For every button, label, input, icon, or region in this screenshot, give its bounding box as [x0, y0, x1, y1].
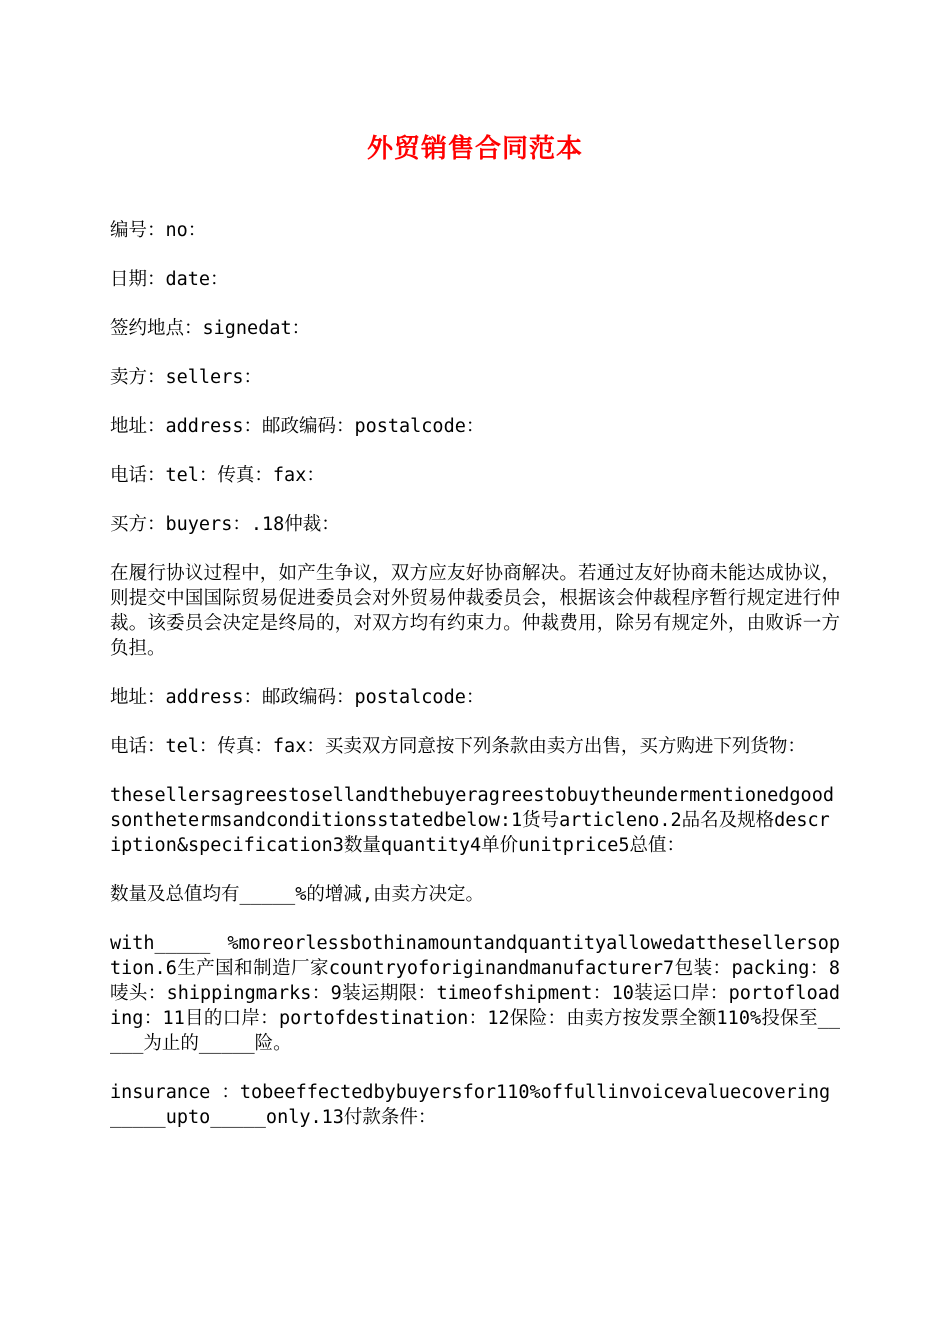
paragraph-date: 日期：date：: [110, 269, 229, 290]
document-body: [110, 218, 840, 1154]
paragraph-insurance: insurance ：tobeeffectedbybuyersfor110%offullinvoicevaluecovering_____upto_____only.13付款条件：: [110, 1082, 831, 1128]
paragraph-quantity-tolerance: 数量及总值均有_____%的增减,由卖方决定。: [110, 884, 484, 905]
paragraph-sellers: 卖方：sellers：: [110, 367, 262, 388]
paragraph-contract-number: 编号：no：: [110, 220, 207, 241]
paragraph-buyer-phone: 电话：tel：传真：fax：买卖双方同意按下列条款由卖方出售，买方购进下列货物：: [110, 736, 806, 757]
paragraph-seller-phone: 电话：tel：传真：fax：: [110, 465, 325, 486]
paragraph-seller-address: 地址：address：邮政编码：postalcode：: [110, 416, 485, 437]
paragraph-buyer-address: 地址：address：邮政编码：postalcode：: [110, 687, 485, 708]
paragraph-arbitration: 在履行协议过程中，如产生争议，双方应友好协商解决。若通过友好协商未能达成协议，则提交中国国际贸易促进委员会对外贸易仲裁委员会，根据该会仲裁程序暂行规定进行仲裁。该委员会决定是终局的，对双方均有约束力。仲裁费用，除另有规定外，由败诉一方负担。: [110, 563, 840, 659]
paragraph-goods-terms: thesellersagreestosellandthebuyeragreestobuytheundermentionedgoodsonthetermsandconditionsstatedbelow:1货号articleno.2品名及规格description&specification3数量quantity4单价unitprice5总值：: [110, 785, 834, 856]
paragraph-shipping-terms: with_____ %moreorlessbothinamountandquantityallowedatthesellersoption.6生产国和制造厂家countryoforiginandmanufacturer7包装：packing：8唛头：shippingmarks：9装运期限：timeofshipment：10装运口岸：portofloading：11目的口岸：portofdestination：12保险：由卖方按发票全额110%投保至_____为止的_____险。: [110, 933, 840, 1054]
paragraph-buyers: 买方：buyers：.18仲裁：: [110, 514, 340, 535]
paragraph-signing-place: 签约地点：signedat：: [110, 318, 311, 339]
document-title: 外贸销售合同范本: [366, 134, 583, 164]
